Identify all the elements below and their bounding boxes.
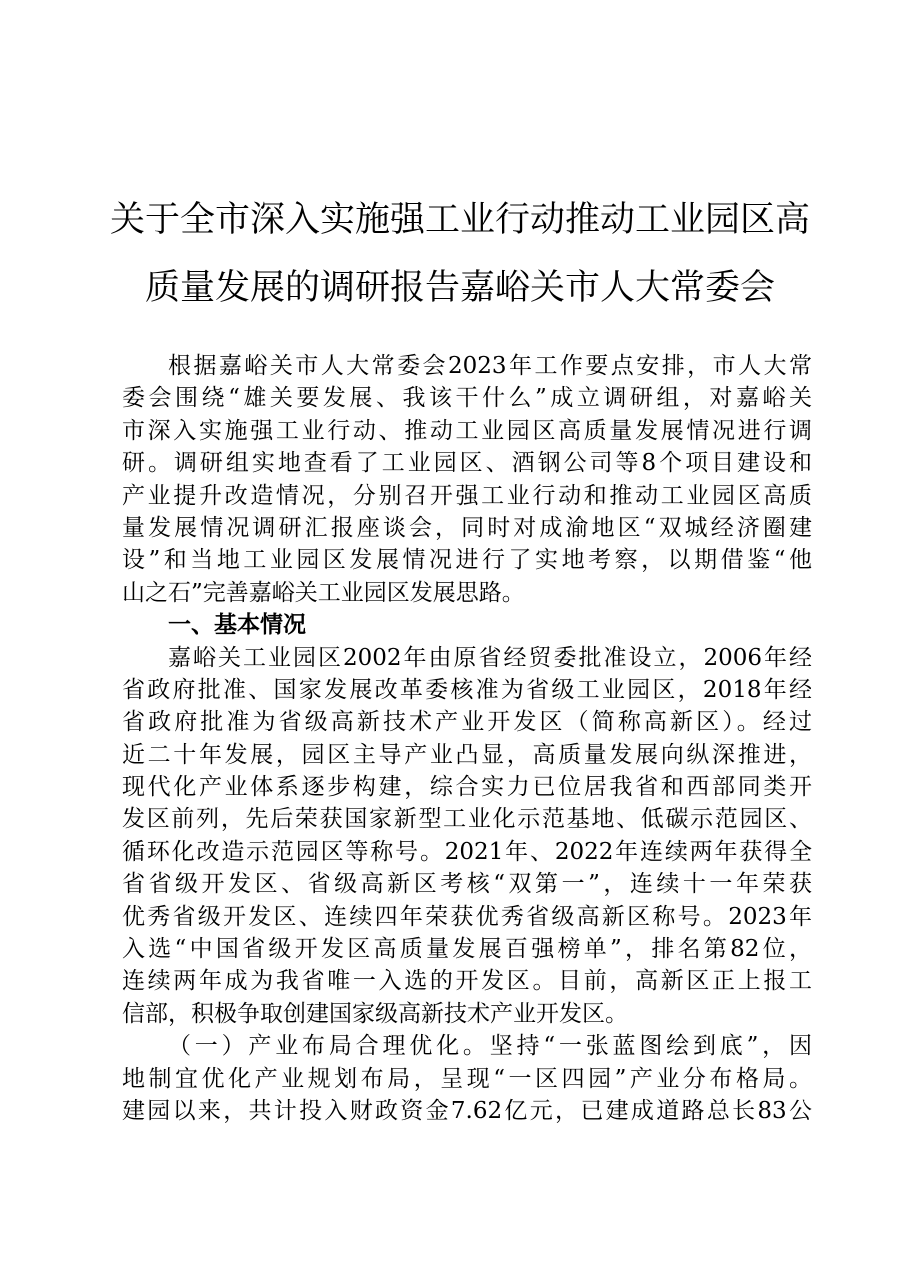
document-title-line-1: 关于全市深入实施强工业行动推动工业园区高 [110, 200, 811, 240]
paragraph-line: 省省级开发区、省级高新区考核“双第一”，连续十一年荣获 [122, 871, 812, 898]
paragraph-line: 委会围绕“雄关要发展、我该干什么”成立调研组，对嘉峪关 [122, 385, 812, 412]
paragraph-line: 优秀省级开发区、连续四年荣获优秀省级高新区称号。2023年 [122, 903, 812, 930]
paragraph-line: 省政府批准为省级高新技术产业开发区（简称高新区）。经过 [122, 709, 812, 736]
paragraph-line: （一）产业布局合理优化。坚持“一张蓝图绘到底”，因 [168, 1033, 812, 1060]
paragraph-line: 连续两年成为我省唯一入选的开发区。目前，高新区正上报工 [122, 968, 812, 995]
paragraph-line: 产业提升改造情况，分别召开强工业行动和推动工业园区高质 [122, 482, 812, 509]
document-title-line-2: 质量发展的调研报告嘉峪关市人大常委会 [144, 268, 775, 308]
paragraph-line: 建园以来，共计投入财政资金7.62亿元，已建成道路总长83公 [122, 1097, 812, 1124]
paragraph-line: 设”和当地工业园区发展情况进行了实地考察，以期借鉴“他 [122, 547, 812, 574]
paragraph-line: 根据嘉峪关市人大常委会2023年工作要点安排，市人大常 [168, 353, 812, 379]
paragraph-line: 嘉峪关工业园区2002年由原省经贸委批准设立，2006年经 [168, 644, 812, 671]
paragraph-intro [122, 350, 812, 609]
paragraph-industry-layout [122, 1030, 812, 1127]
paragraph-line: 市深入实施强工业行动、推动工业园区高质量发展情况进行调 [122, 417, 812, 444]
paragraph-line: 近二十年发展，园区主导产业凸显，高质量发展向纵深推进， [122, 741, 812, 768]
paragraph-basic-situation [122, 642, 812, 1031]
paragraph-line: 现代化产业体系逐步构建，综合实力已位居我省和西部同类开 [122, 774, 812, 801]
document-body [122, 350, 812, 1127]
paragraph-line: 山之石”完善嘉峪关工业园区发展思路。 [122, 579, 525, 606]
paragraph-line: 发区前列，先后荣获国家新型工业化示范基地、低碳示范园区、 [122, 806, 812, 833]
paragraph-line: 地制宜优化产业规划布局，呈现“一区四园”产业分布格局。 [122, 1065, 812, 1092]
paragraph-line: 信部，积极争取创建国家级高新技术产业开发区。 [122, 1000, 628, 1027]
paragraph-line: 入选“中国省级开发区高质量发展百强榜单”，排名第82位， [122, 936, 812, 963]
paragraph-line: 研。调研组实地查看了工业园区、酒钢公司等8个项目建设和 [122, 450, 812, 477]
paragraph-line: 量发展情况调研汇报座谈会，同时对成渝地区“双城经济圈建 [122, 514, 812, 541]
paragraph-line: 循环化改造示范园区等称号。2021年、2022年连续两年获得全 [122, 838, 812, 865]
section-heading-basic-situation: 一、基本情况 [168, 612, 306, 639]
paragraph-line: 省政府批准、国家发展改革委核准为省级工业园区，2018年经 [122, 676, 812, 703]
